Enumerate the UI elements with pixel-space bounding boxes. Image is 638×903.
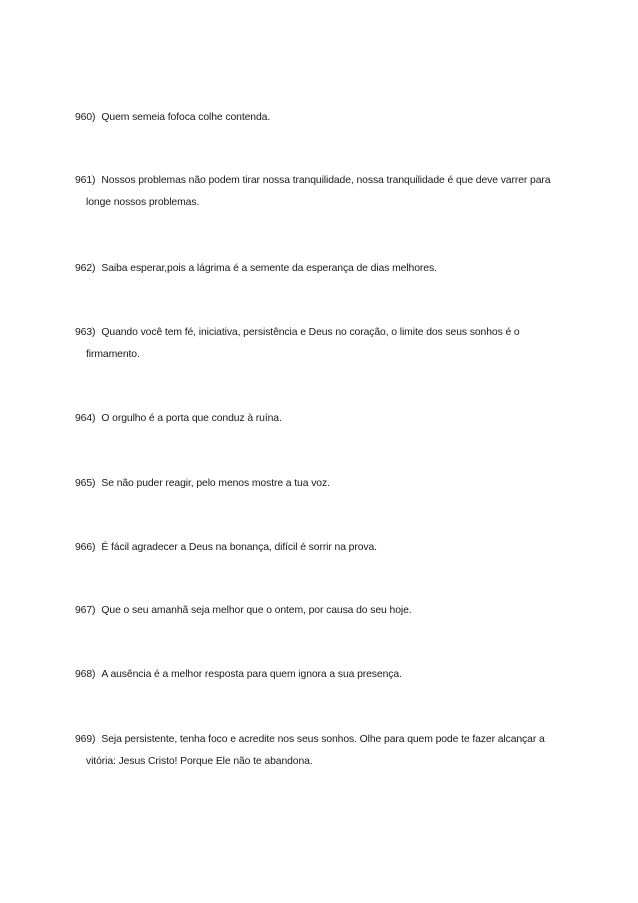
quote-text: Seja persistente, tenha foco e acredite nos seus sonhos. Olhe para quem pode te fazer alcançar a xyxy=(101,734,545,745)
quote-text: Quem semeia fofoca colhe contenda. xyxy=(101,112,271,123)
quote-964 xyxy=(75,408,575,430)
quote-line xyxy=(75,170,575,192)
quote-963 xyxy=(75,322,575,366)
quote-line xyxy=(75,664,575,686)
quote-number: 961) xyxy=(75,175,96,186)
quote-line xyxy=(75,600,575,622)
quote-text: Saiba esperar,pois a lágrima é a semente da esperança de dias melhores. xyxy=(101,263,437,274)
quote-text: Nossos problemas não podem tirar nossa tranquilidade, nossa tranquilidade é que deve varrer para xyxy=(101,175,551,186)
quote-line xyxy=(75,107,575,129)
quote-968 xyxy=(75,664,575,686)
quote-text: O orgulho é a porta que conduz à ruína. xyxy=(101,413,282,424)
quote-number: 960) xyxy=(75,112,96,123)
quote-line xyxy=(75,408,575,430)
quote-number: 967) xyxy=(75,605,96,616)
quote-965 xyxy=(75,473,575,495)
quote-text: Se não puder reagir, pelo menos mostre a tua voz. xyxy=(101,478,330,489)
quote-line xyxy=(75,322,575,344)
quote-text: É fácil agradecer a Deus na bonança, difícil é sorrir na prova. xyxy=(101,542,377,553)
quote-966 xyxy=(75,537,575,559)
quote-text: A ausência é a melhor resposta para quem ignora a sua presença. xyxy=(101,669,402,680)
quote-text: Quando você tem fé, iniciativa, persistência e Deus no coração, o limite dos seus sonhos é o xyxy=(101,327,520,338)
quote-line xyxy=(75,473,575,495)
quote-line-continuation: firmamento. xyxy=(86,349,140,360)
quote-line-continuation: longe nossos problemas. xyxy=(86,197,200,208)
quote-961 xyxy=(75,170,575,214)
quote-number: 965) xyxy=(75,478,96,489)
quote-line-continuation: vitória: Jesus Cristo! Porque Ele não te abandona. xyxy=(86,756,313,767)
quote-text: Que o seu amanhã seja melhor que o ontem, por causa do seu hoje. xyxy=(101,605,412,616)
quote-number: 963) xyxy=(75,327,96,338)
quote-line xyxy=(75,537,575,559)
quote-960 xyxy=(75,107,575,129)
quote-969 xyxy=(75,729,575,773)
quote-962 xyxy=(75,258,575,280)
quote-line xyxy=(75,729,575,751)
quote-number: 962) xyxy=(75,263,96,274)
quote-number: 966) xyxy=(75,542,96,553)
quote-number: 969) xyxy=(75,734,96,745)
quote-line xyxy=(75,258,575,280)
quote-number: 964) xyxy=(75,413,96,424)
quote-967 xyxy=(75,600,575,622)
quote-number: 968) xyxy=(75,669,96,680)
